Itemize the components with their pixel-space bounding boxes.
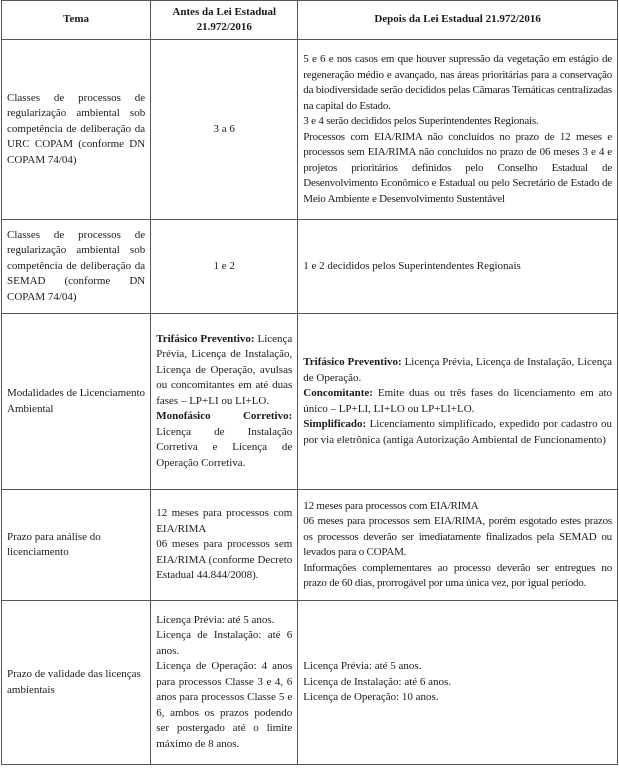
concomitante-label: Concomitante: [303, 387, 373, 399]
depois-cell [298, 490, 618, 601]
depois-cell [298, 40, 618, 220]
table-row [2, 220, 618, 314]
antes-paragraph: Licença de Operação: 4 anos para processos Classe 3 e 4, 6 anos para processos Classe 5 e 6, ambos os prazos podendo ser postergado até o limite máximo de 8 anos. [156, 660, 293, 750]
antes-paragraph: 06 meses para processos sem EIA/RIMA (conforme Decreto Estadual 44.844/2008). [156, 538, 293, 582]
depois-paragraph: 5 e 6 e nos casos em que houver supressão da vegetação em estágio de regeneração médio e avançado, nas áreas prioritárias para a conservação da biodiversidade serão decididos pelas Câmaras Temáticas centralizadas na capital do Estado. [303, 53, 612, 112]
header-tema: Tema [2, 1, 151, 40]
table-row [2, 40, 618, 220]
monofasico-label: Monofásico Corretivo: [156, 410, 293, 423]
tema-cell: Classes de processos de regularização ambiental sob competência de deliberação da SEMAD (conforme DN COPAM 74/04) [2, 220, 151, 314]
trifasico-label: Trifásico Preventivo: [303, 356, 402, 368]
antes-cell [151, 314, 298, 490]
antes-cell: 3 a 6 [151, 40, 298, 220]
monofasico-text: Licença de Instalação Corretiva e Licença de Operação Corretiva. [156, 425, 293, 469]
antes-cell: 1 e 2 [151, 220, 298, 314]
antes-paragraph [156, 409, 292, 471]
trifasico-text: Licença Prévia, Licença de Instalação, Licença de Operação, avulsas ou concomitantes em até duas fases – LP+LI ou LI+LO. [156, 332, 293, 407]
depois-paragraph: 06 meses para processos sem EIA/RIMA, porém esgotado estes prazos os processos deverão ser imediatamente finalizados pela SEMAD ou levados para o COPAM. [303, 515, 612, 558]
header-depois: Depois da Lei Estadual 21.972/2016 [298, 1, 618, 40]
depois-cell: 1 e 2 decididos pelos Superintendentes Regionais [298, 220, 618, 314]
depois-paragraph: Licença de Instalação: até 6 anos. [303, 675, 452, 688]
comparison-table [1, 0, 618, 765]
depois-cell [298, 601, 618, 765]
header-antes: Antes da Lei Estadual 21.972/2016 [151, 1, 298, 40]
tema-cell: Modalidades de Licenciamento Ambiental [2, 314, 151, 490]
depois-paragraph: Processos com EIA/RIMA não concluídos no prazo de 12 meses e processos sem EIA/RIMA não concluídos no prazo de 06 meses 3 e 4 e projetos prioritários definidos pelo Conselho Estadual de Desenvolvimento Econômico e Estadual ou pelo Secretário de Estado de Meio Ambiente e Desenvolvimento Sustentável [303, 130, 612, 205]
antes-paragraph: Licença Prévia: até 5 anos. [156, 613, 275, 626]
antes-cell [151, 490, 298, 601]
tema-cell: Prazo de validade das licenças ambientais [2, 601, 151, 765]
antes-paragraph [156, 332, 292, 410]
antes-cell [151, 601, 298, 765]
table-row [2, 490, 618, 601]
depois-cell [298, 314, 618, 490]
trifasico-text: Licença Prévia, Licença de Instalação, Licença de Operação. [303, 356, 612, 384]
concomitante-text: Emite duas ou três fases do licenciamento em ato único – LP+LI, LI+LO ou LP+LI+LO. [303, 387, 613, 415]
depois-paragraph: Licença Prévia: até 5 anos. [303, 660, 422, 673]
table-row [2, 314, 618, 490]
simplificado-text: Licenciamento simplificado, expedido por cadastro ou por via eletrônica (antiga Autorização Ambiental de Funcionamento) [303, 418, 612, 446]
depois-paragraph: Licença de Operação: 10 anos. [303, 691, 439, 704]
table-row [2, 601, 618, 765]
trifasico-label: Trifásico Preventivo: [156, 332, 255, 345]
depois-paragraph: 3 e 4 serão decididos pelos Superintendentes Regionais. [303, 115, 539, 127]
depois-paragraph: Informações complementares ao processo deverão ser entregues no prazo de 60 dias, prorrogável por uma única vez, por igual período. [303, 561, 612, 589]
depois-paragraph: 12 meses para processos com EIA/RIMA [303, 499, 479, 512]
simplificado-label: Simplificado: [303, 418, 367, 430]
tema-cell: Classes de processos de regularização ambiental sob competência de deliberação da URC COPAM (conforme DN COPAM 74/04) [2, 40, 151, 220]
antes-paragraph: Licença de Instalação: até 6 anos. [156, 629, 293, 657]
antes-paragraph: 12 meses para processos com EIA/RIMA [156, 507, 293, 535]
header-row [2, 1, 618, 40]
depois-paragraph [303, 386, 612, 417]
depois-paragraph [303, 417, 612, 448]
tema-cell: Prazo para análise do licenciamento [2, 490, 151, 601]
depois-paragraph [303, 355, 612, 386]
